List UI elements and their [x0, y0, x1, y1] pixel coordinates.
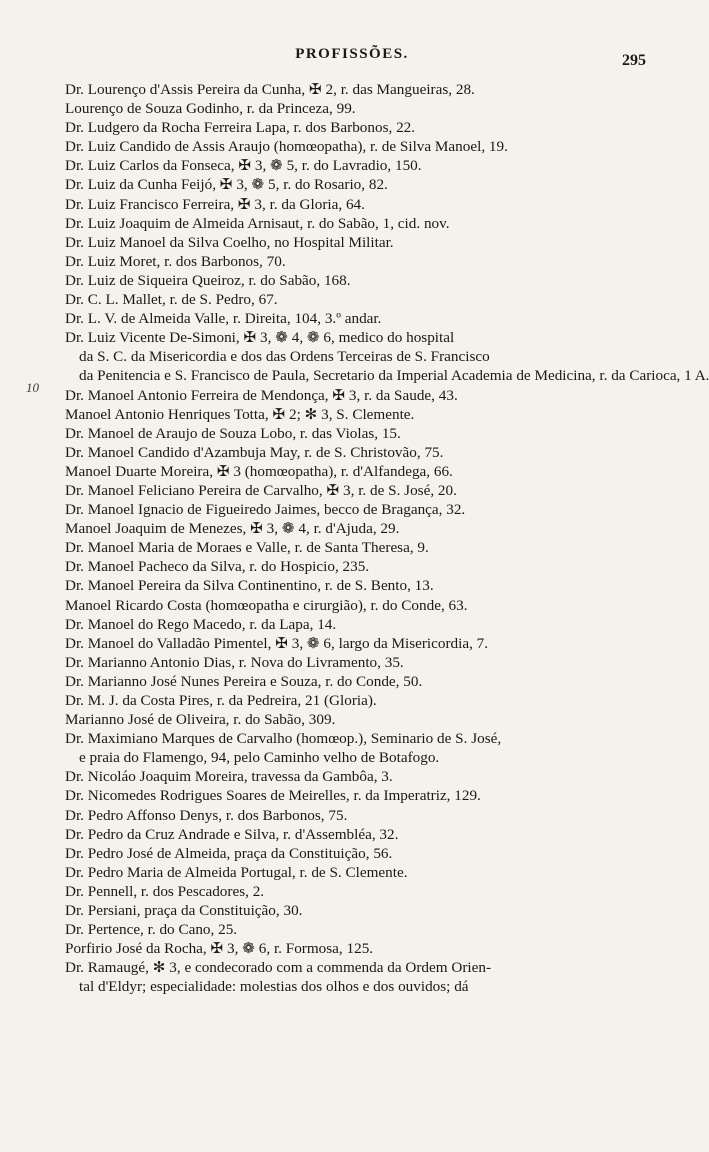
directory-entry: [65, 729, 633, 767]
entry-text: Dr. Lourenço d'Assis Pereira da Cunha, ✠ 2, r. das Mangueiras, 28.: [65, 81, 475, 98]
directory-entry: [65, 252, 633, 271]
entry-text: Dr. Nicoláo Joaquim Moreira, travessa da Gambôa, 3.: [65, 768, 393, 786]
directory-entry: [65, 615, 633, 634]
directory-entry: [65, 405, 633, 424]
directory-entry: [65, 137, 633, 156]
entry-text: Dr. Manoel do Rego Macedo, r. da Lapa, 14.: [65, 615, 337, 633]
entry-text: Dr. Pennell, r. dos Pescadores, 2.: [65, 882, 265, 900]
directory-entry: [65, 328, 709, 385]
directory-entry: [65, 500, 633, 519]
entry-text: Dr. L. V. de Almeida Valle, r. Direita, 104, 3.º andar.: [65, 310, 382, 328]
entry-text: Dr. Manoel Maria de Moraes e Valle, r. de Santa Theresa, 9.: [65, 539, 429, 557]
directory-entry: [65, 767, 633, 786]
directory-entry: [65, 118, 633, 137]
entry-continuation: da S. C. da Misericordia e dos das Ordens Terceiras de S. Francisco: [79, 348, 490, 366]
entry-text: Manoel Duarte Moreira, ✠ 3 (homœopatha), r. d'Alfandega, 66.: [65, 462, 453, 480]
directory-entry: [65, 538, 633, 557]
directory-entry: [65, 386, 633, 405]
entry-text: Lourenço de Souza Godinho, r. da Princeza, 99.: [65, 100, 356, 118]
entry-text: Dr. Luiz Francisco Ferreira, ✠ 3, r. da Gloria, 64.: [65, 195, 365, 213]
entry-text: Marianno José de Oliveira, r. do Sabão, 309.: [65, 711, 336, 729]
entry-text: Dr. Marianno José Nunes Pereira e Souza, r. do Conde, 50.: [65, 672, 423, 690]
entry-text: Dr. Pertence, r. do Cano, 25.: [65, 921, 238, 939]
directory-entry: [65, 920, 633, 939]
directory-entry: [65, 175, 633, 194]
running-head: PROFISSÕES.: [295, 46, 409, 62]
directory-entry: [65, 825, 633, 844]
entry-text: Dr. Pedro Maria de Almeida Portugal, r. de S. Clemente.: [65, 863, 408, 881]
directory-entry: [65, 806, 633, 825]
entry-text: Dr. Manoel do Valladão Pimentel, ✠ 3, ❁ 6, largo da Misericordia, 7.: [65, 634, 489, 652]
entry-text: Dr. Manoel Pereira da Silva Continentino, r. de S. Bento, 13.: [65, 577, 434, 595]
margin-annotation: 10: [26, 380, 39, 395]
page-number: 295: [622, 52, 646, 69]
entry-text: Porfirio José da Rocha, ✠ 3, ❁ 6, r. Formosa, 125.: [65, 940, 374, 958]
entry-text: Manoel Antonio Henriques Totta, ✠ 2; ✻ 3, S. Clemente.: [65, 405, 415, 423]
directory-entry: [65, 443, 633, 462]
directory-entry: [65, 309, 633, 328]
entry-text: Dr. Manoel Antonio Ferreira de Mendonça, ✠ 3, r. da Saude, 43.: [65, 386, 458, 404]
entry-text: Dr. Pedro José de Almeida, praça da Constituição, 56.: [65, 844, 393, 862]
entry-continuation: e praia do Flamengo, 94, pelo Caminho velho de Botafogo.: [79, 749, 440, 767]
entry-text: Dr. Luiz Carlos da Fonseca, ✠ 3, ❁ 5, r. do Lavradio, 150.: [65, 157, 422, 175]
entry-text: Dr. M. J. da Costa Pires, r. da Pedreira, 21 (Gloria).: [65, 692, 377, 709]
entry-text: Dr. Luiz Vicente De-Simoni, ✠ 3, ❁ 4, ❁ 6, medico do hospital: [65, 329, 455, 347]
directory-entry: [65, 156, 633, 175]
directory-entry: [65, 519, 633, 538]
directory-entry: [65, 901, 633, 920]
entry-text: Dr. Marianno Antonio Dias, r. Nova do Livramento, 35.: [65, 653, 404, 671]
directory-entry: [65, 634, 633, 653]
directory-entry: [65, 424, 633, 443]
entry-text: Dr. Nicomedes Rodrigues Soares de Meirelles, r. da Imperatriz, 129.: [65, 787, 481, 805]
entry-text: Dr. Ramaugé, ✻ 3, e condecorado com a commenda da Ordem Orien-: [65, 959, 492, 977]
directory-entry: [65, 195, 633, 214]
directory-entry: [65, 462, 633, 481]
entry-continuation: tal d'Eldyr; especialidade: molestias dos olhos e dos ouvidos; dá: [79, 978, 469, 996]
directory-entry: [65, 233, 633, 252]
directory-entry: [65, 214, 633, 233]
entry-continuation: da Penitencia e S. Francisco de Paula, Secretario da Imperial Academia de Medicina, r. da Carioca, 1 A.: [79, 367, 709, 385]
entry-text: Dr. Luiz Manoel da Silva Coelho, no Hospital Militar.: [65, 233, 394, 251]
directory-list: [65, 80, 709, 997]
entry-text: Dr. Pedro da Cruz Andrade e Silva, r. d'Assembléa, 32.: [65, 825, 399, 843]
entry-text: Dr. Luiz da Cunha Feijó, ✠ 3, ❁ 5, r. do Rosario, 82.: [65, 176, 388, 194]
directory-entry: [65, 672, 633, 691]
entry-text: Dr. Luiz Candido de Assis Araujo (homœopatha), r. de Silva Manoel, 19.: [65, 138, 508, 156]
directory-entry: [65, 481, 633, 500]
entry-text: Dr. Luiz de Siqueira Queiroz, r. do Sabão, 168.: [65, 271, 351, 289]
entry-text: Dr. Manoel Pacheco da Silva, r. do Hospicio, 235.: [65, 558, 370, 576]
entry-text: Dr. Manoel Ignacio de Figueiredo Jaimes, becco de Bragança, 32.: [65, 501, 466, 519]
entry-text: Dr. Ludgero da Rocha Ferreira Lapa, r. dos Barbonos, 22.: [65, 119, 416, 137]
directory-entry: [65, 596, 633, 615]
directory-entry: [65, 99, 633, 118]
directory-entry: [65, 710, 633, 729]
directory-entry: [65, 576, 633, 595]
directory-entry: [65, 691, 633, 710]
directory-entry: [65, 271, 633, 290]
directory-entry: [65, 557, 633, 576]
directory-entry: [65, 939, 633, 958]
entry-text: Dr. Manoel de Araujo de Souza Lobo, r. das Violas, 15.: [65, 424, 401, 442]
entry-text: Manoel Ricardo Costa (homœopatha e cirurgião), r. do Conde, 63.: [65, 596, 468, 614]
entry-text: Dr. Manoel Candido d'Azambuja May, r. de S. Christovão, 75.: [65, 443, 444, 461]
directory-entry: [65, 786, 633, 805]
directory-entry: [65, 844, 633, 863]
directory-entry: [65, 863, 633, 882]
entry-text: Dr. Persiani, praça da Constituição, 30.: [65, 902, 303, 920]
entry-text: Dr. Pedro Affonso Denys, r. dos Barbonos, 75.: [65, 806, 348, 824]
page-header: [0, 46, 704, 70]
directory-entry: [65, 958, 633, 996]
entry-text: Dr. Maximiano Marques de Carvalho (homœop.), Seminario de S. José,: [65, 730, 502, 748]
entry-text: Dr. C. L. Mallet, r. de S. Pedro, 67.: [65, 291, 278, 309]
directory-entry: [65, 653, 633, 672]
directory-entry: [65, 290, 633, 309]
entry-text: Dr. Luiz Joaquim de Almeida Arnisaut, r. do Sabão, 1, cid. nov.: [65, 214, 450, 232]
directory-entry: [65, 882, 633, 901]
entry-text: Manoel Joaquim de Menezes, ✠ 3, ❁ 4, r. d'Ajuda, 29.: [65, 520, 400, 538]
directory-entry: [65, 80, 633, 99]
entry-text: Dr. Luiz Moret, r. dos Barbonos, 70.: [65, 252, 286, 270]
entry-text: Dr. Manoel Feliciano Pereira de Carvalho, ✠ 3, r. de S. José, 20.: [65, 481, 457, 499]
